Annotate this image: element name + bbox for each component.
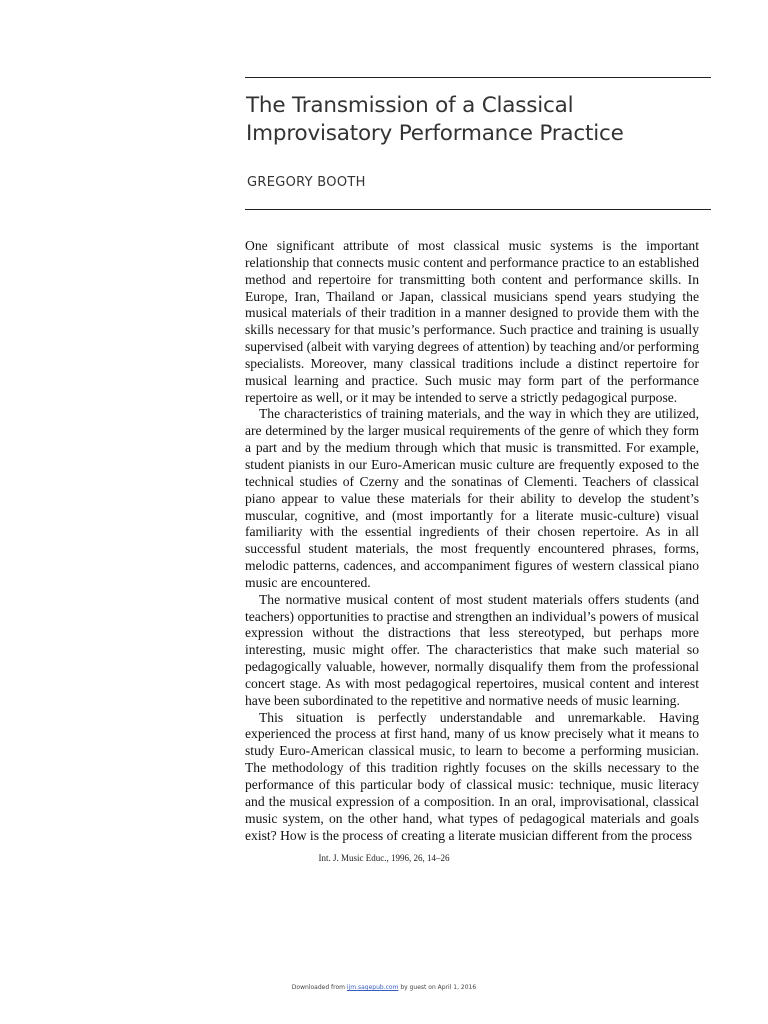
- header-rule-top: [245, 77, 711, 78]
- paragraph-3: The normative musical content of most student materials offers students (and teachers) opportunities to practise and strengthen an individual’s powers of musical expression without the distractions that less stereotyped, but perhaps more interesting, music might offer. The characteristics that make such material so pedagogically valuable, however, normally disqualify them from the professional concert stage. As with most pedagogical repertoires, musical content and interest have been subordinated to the repetitive and normative needs of music learning.: [245, 591, 699, 708]
- footer-prefix: Downloaded from: [291, 984, 347, 991]
- paragraph-1: One significant attribute of most classical music systems is the important relationship that connects music content and performance practice to an established method and repertoire for transmitting both content and performance skills. In Europe, Iran, Thailand or Japan, classical musicians spend years studying the musical materials of their tradition in a manner designed to provide them with the skills necessary for that music’s performance. Such practice and training is usually supervised (albeit with varying degrees of attention) by teaching and/or performing specialists. Moreover, many classical traditions include a distinct repertoire for musical learning and practice. Such music may form part of the performance repertoire as well, or it may be intended to serve a strictly pedagogical purpose.: [245, 238, 699, 405]
- article-title: The Transmission of a Classical Improvisatory Performance Practice: [246, 93, 624, 146]
- footer-suffix: by guest on April 1, 2016: [398, 984, 477, 991]
- article-author: GREGORY BOOTH: [247, 175, 366, 190]
- header-rule-bottom: [245, 209, 711, 210]
- journal-citation: Int. J. Music Educ., 1996, 26, 14–26: [318, 853, 450, 863]
- sagepub-link[interactable]: ijm.sagepub.com: [346, 984, 399, 991]
- download-footer: [0, 984, 768, 991]
- paragraph-4: This situation is perfectly understandable and unremarkable. Having experienced the process at first hand, many of us know precisely what it means to study Euro-American classical music, to learn to become a performing musician. The methodology of this tradition rightly focuses on the skills necessary to the performance of this particular body of classical music: technique, music literacy and the musical expression of a composition. In an oral, improvisational, classical music system, on the other hand, what types of pedagogical materials and goals exist? How is the process of creating a literate musician different from the process: [245, 709, 699, 843]
- paragraph-2: The characteristics of training materials, and the way in which they are utilized, are determined by the larger musical requirements of the genre of which they form a part and by the medium through which that music is transmitted. For example, student pianists in our Euro-American music culture are frequently exposed to the technical studies of Czerny and the sonatinas of Clementi. Teachers of classical piano appear to value these materials for their ability to develop the student’s muscular, cognitive, and (most importantly for a literate music-culture) visual familiarity with the essential ingredients of their chosen repertoire. As in all successful student materials, the most frequently encountered phrases, forms, melodic patterns, cadences, and accompaniment figures of western classical piano music are encountered.: [245, 406, 699, 590]
- article-body: [245, 238, 699, 844]
